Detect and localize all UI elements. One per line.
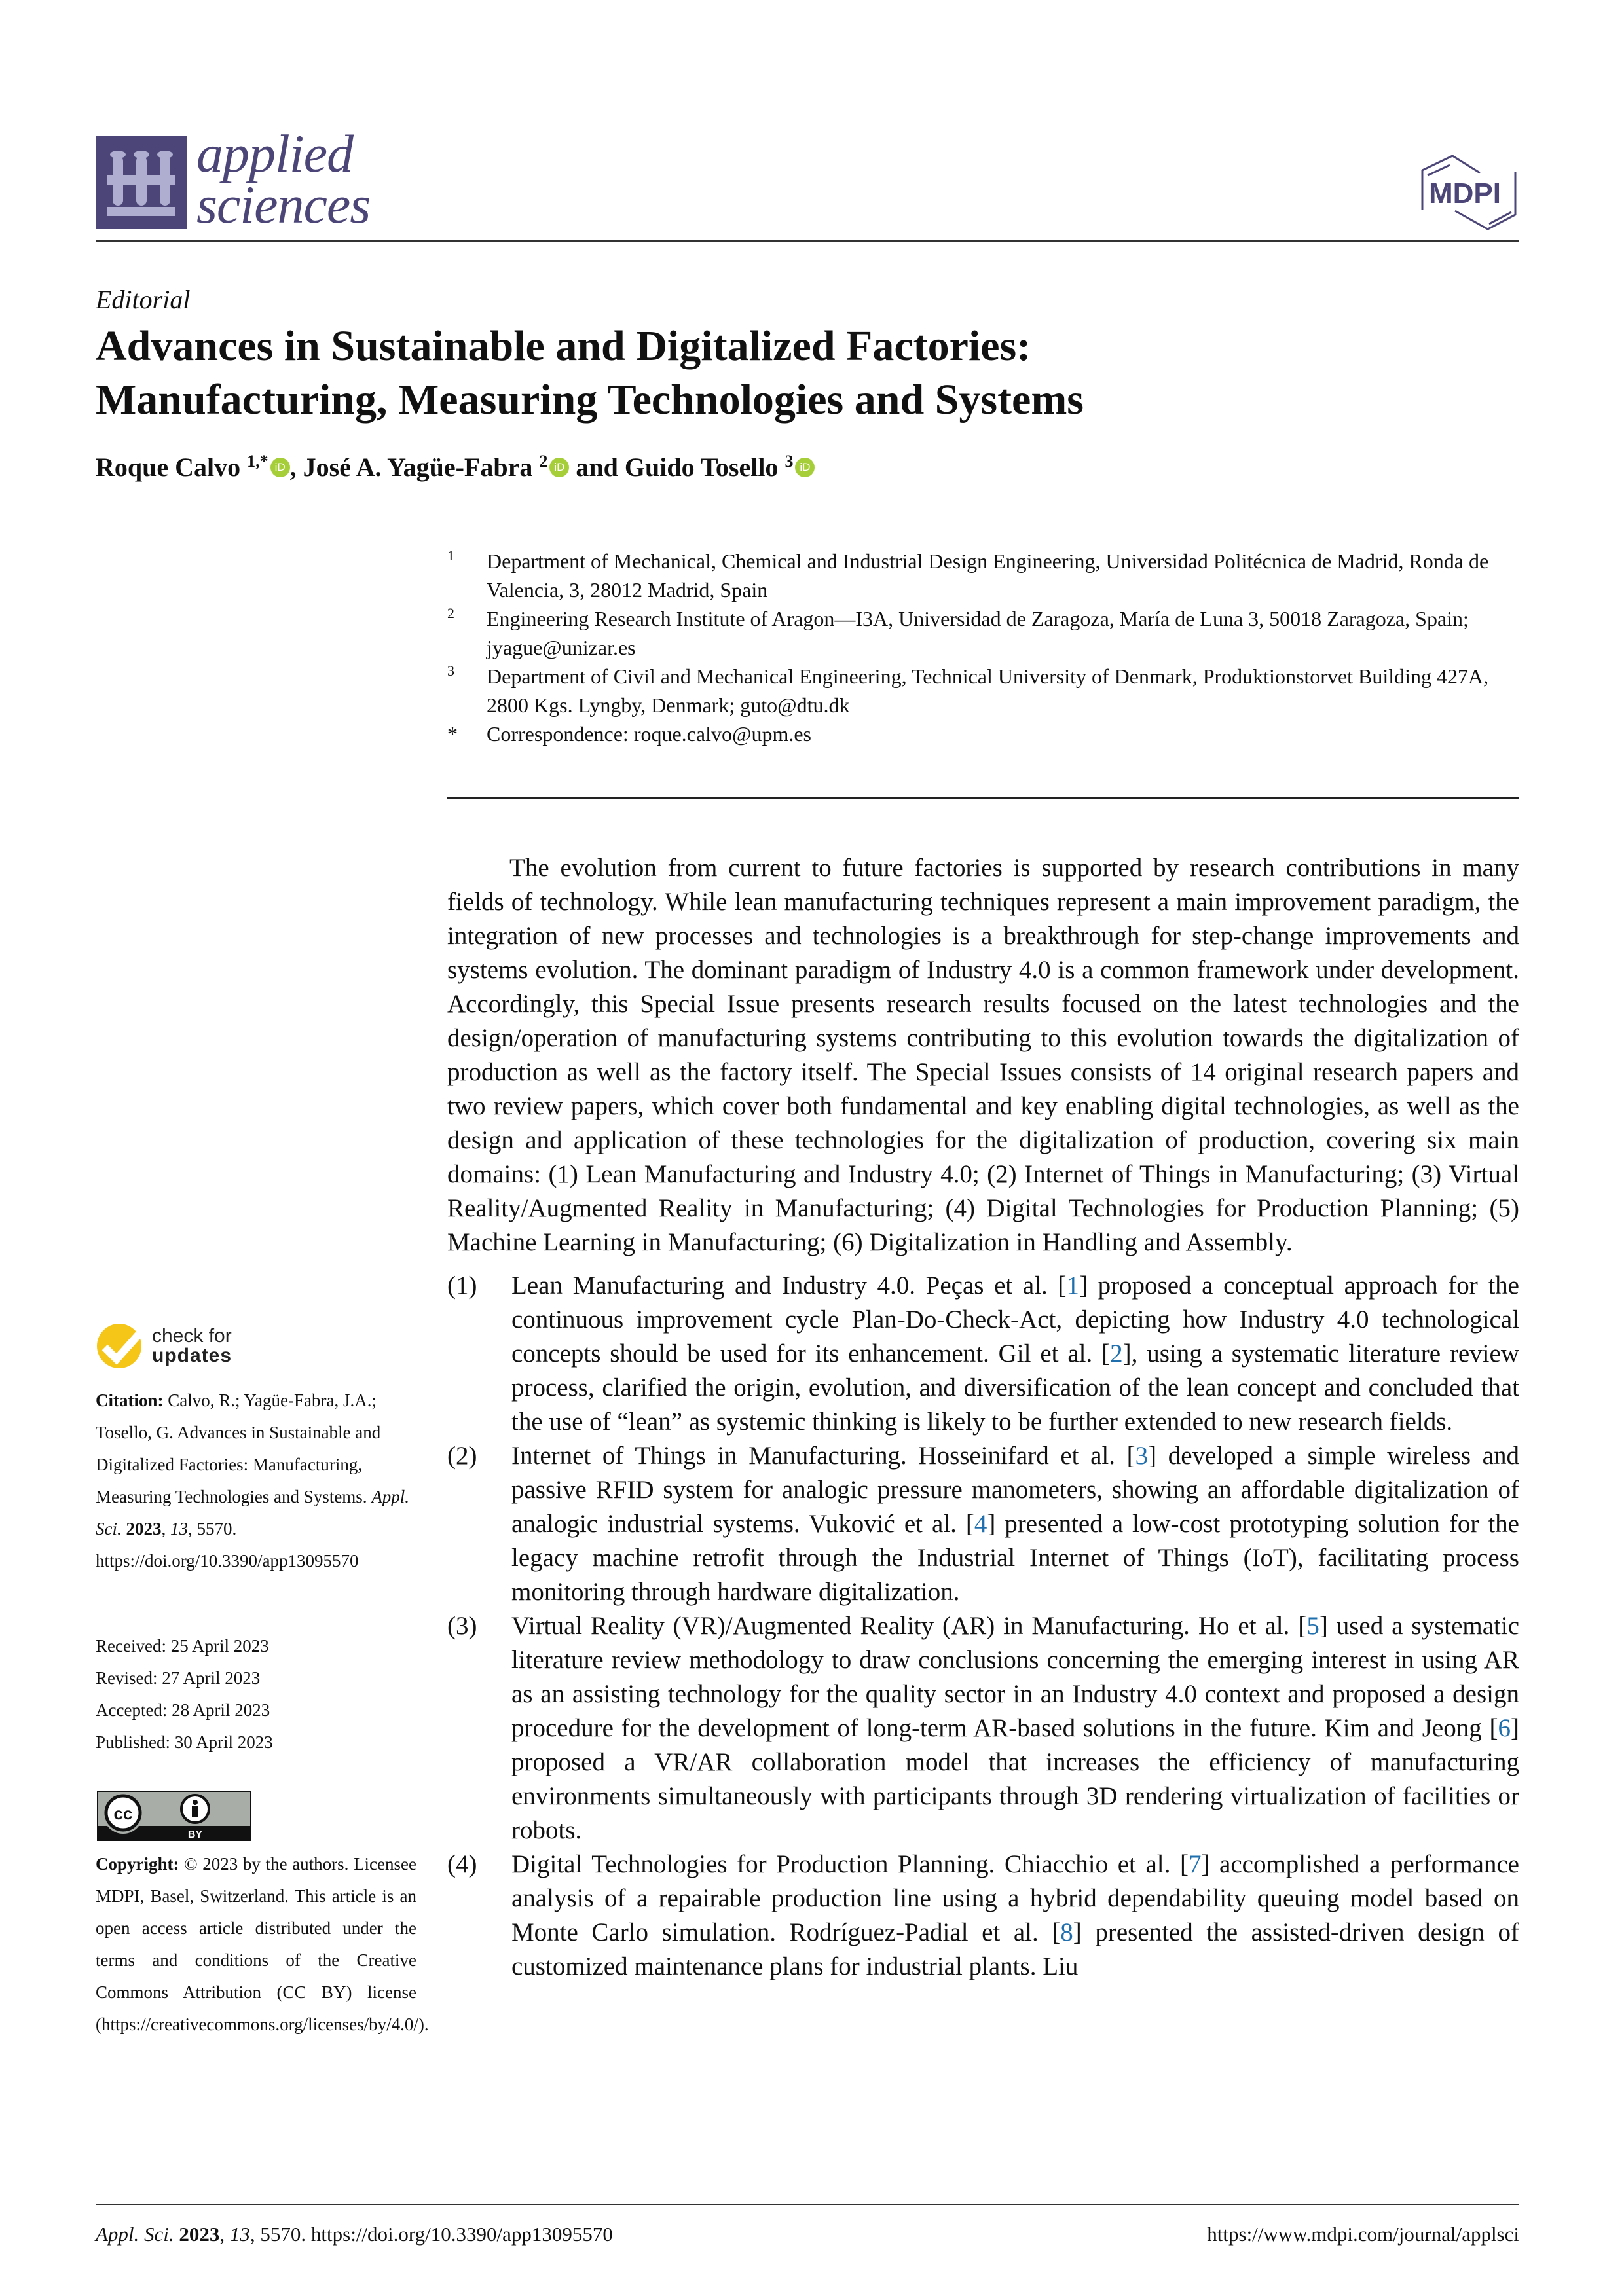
citation-year: 2023 (126, 1519, 162, 1539)
check-updates-line1: check for (152, 1325, 232, 1347)
affiliation-item (447, 547, 1521, 604)
affiliation-mark: 2 (447, 605, 454, 621)
footer-citation: Appl. Sci. 2023, 13, 5570. https://doi.org/10.3390/app13095570 (96, 2223, 613, 2246)
checkmark-icon (96, 1322, 143, 1370)
date-received: Received: 25 April 2023 (96, 1636, 269, 1656)
check-updates-label (152, 1326, 232, 1366)
affiliation-divider (447, 797, 1519, 799)
list-number: (4) (447, 1850, 477, 1878)
footer-volume: 13 (229, 2223, 250, 2246)
correspondence-item (447, 720, 1521, 748)
publication-dates (96, 1630, 416, 1758)
reference-link[interactable]: 4 (974, 1510, 987, 1538)
journal-name-line1: applied (196, 124, 353, 183)
reference-link[interactable]: 6 (1498, 1714, 1511, 1742)
list-item (447, 1609, 1519, 1848)
list-text: ] proposed a VR/AR collaboration model that increases the efficiency of manufacturing environments simultaneously with participants through 3D rendering virtualization of facilities or robots. (511, 1714, 1519, 1844)
intro-paragraph: The evolution from current to future factories is supported by research contributions in many fields of technology. While lean manufacturing techniques represent a main improvement paradigm, the integration of new processes and technologies is a breakthrough for step-change improvements and systems evolution. The dominant paradigm of Industry 4.0 is a common framework under development. Accordingly, this Special Issue presents research results focused on the latest technologies and the design/operation of manufacturing systems contributing to this evolution towards the digitalization of production as well as the factory itself. The Special Issues consists of 14 original research papers and two review papers, which cover both fundamental and key enabling digital technologies, as well as the design and application of these technologies for the digitalization of production, covering six main domains: (1) Lean Manufacturing and Industry 4.0; (2) Internet of Things in Manufacturing; (3) Virtual Reality/Augmented Reality in Manufacturing; (4) Digital Technologies for Production Planning; (5) Machine Learning in Manufacturing; (6) Digitalization in Handling and Assembly. (447, 854, 1519, 1256)
list-item (447, 1848, 1519, 1984)
affiliation-text: Department of Civil and Mechanical Engineering, Technical University of Denmark, Produktionstorvet Building 427A, 2800 Kgs. Lyngby, Denmark; guto@dtu.dk (487, 665, 1489, 717)
affiliation-text: Engineering Research Institute of Aragon—I3A, Universidad de Zaragoza, María de Luna 3, 50018 Zaragoza, Spain; jyague@unizar.es (487, 607, 1469, 659)
article-body (447, 851, 1519, 1984)
footer-journal-url[interactable]: https://www.mdpi.com/journal/applsci (1207, 2223, 1519, 2246)
affiliation-text: Department of Mechanical, Chemical and Industrial Design Engineering, Universidad Politécnica de Madrid, Ronda de Valencia, 3, 28012 Madrid, Spain (487, 549, 1489, 602)
list-number: (3) (447, 1612, 477, 1640)
title-line-2: Manufacturing, Measuring Technologies and Systems (96, 376, 1084, 424)
author-name: Roque Calvo (96, 452, 241, 482)
affiliation-item (447, 604, 1521, 662)
citation-doi-link[interactable]: , 5570. https://doi.org/10.3390/app13095570 (96, 1519, 359, 1571)
reference-link[interactable]: 5 (1306, 1612, 1320, 1640)
copyright-label: Copyright: (96, 1854, 179, 1874)
list-text: ], using a systematic literature review process, clarified the origin, evolution, and diversification of the lean concept and concluded that the use of “lean” as systemic thinking is likely to be further extended to new research fields. (511, 1339, 1519, 1436)
footer-doi-link[interactable]: , 5570. https://doi.org/10.3390/app13095570 (249, 2223, 613, 2246)
footer-year: 2023 (179, 2223, 220, 2246)
citation-volume: 13 (170, 1519, 188, 1539)
reference-link[interactable]: 8 (1060, 1918, 1073, 1946)
footer-journal: Appl. Sci. (96, 2223, 174, 2246)
svg-text:MDPI: MDPI (1429, 177, 1501, 210)
domain-list (447, 1269, 1519, 1984)
reference-link[interactable]: 3 (1135, 1442, 1149, 1470)
list-text: ] used a systematic literature review methodology to draw conclusions concerning the emerging interest in using AR as an assisting technology for the quality sector in an Industry 4.0 context and proposed a design procedure for the development of long-term AR-based solutions in the future. Kim and Jeong [ (511, 1612, 1520, 1742)
list-text: Lean Manufacturing and Industry 4.0. Peças et al. [ (511, 1271, 1067, 1300)
list-item (447, 1269, 1519, 1439)
citation-block: Citation: Calvo, R.; Yagüe-Fabra, J.A.; Tosello, G. Advances in Sustainable and Digitalized Factories: Manufacturing, Measuring Technologies and Systems. Appl. Sci. 2023, 13, 5570. https://doi.org/10.3390/app13095570 (96, 1391, 410, 1571)
check-updates-line2: updates (152, 1345, 232, 1366)
list-text: Internet of Things in Manufacturing. Hosseinifard et al. [ (511, 1442, 1135, 1470)
mdpi-logo (1408, 152, 1526, 230)
author-list (96, 452, 815, 483)
list-text: Digital Technologies for Production Planning. Chiacchio et al. [ (511, 1850, 1189, 1878)
date-revised: Revised: 27 April 2023 (96, 1668, 261, 1688)
affiliation-item (447, 662, 1521, 720)
author-separator: and (569, 452, 625, 482)
author-affiliation-mark: 2 (539, 452, 548, 471)
orcid-icon[interactable]: iD (795, 458, 815, 477)
author-name: José A. Yagüe-Fabra (303, 452, 533, 482)
list-item (447, 1439, 1519, 1609)
affiliation-mark: * (447, 722, 458, 746)
reference-link[interactable]: 2 (1110, 1339, 1123, 1368)
article-title (96, 319, 1519, 427)
copyright-text: © 2023 by the authors. Licensee MDPI, Basel, Switzerland. This article is an open access article distributed under the terms and conditions of the Creative Commons Attribution (CC BY) license (https://creativecommons.org/licenses/by/4.0/). (96, 1854, 429, 2034)
correspondence-text: Correspondence: roque.calvo@upm.es (487, 722, 811, 746)
orcid-icon[interactable]: iD (549, 458, 569, 477)
journal-name-line2: sciences (196, 175, 371, 234)
list-text: ] presented a low-cost prototyping solution for the legacy machine retrofit through the Industrial Internet of Things (IoT), facilitating process monitoring through hardware digitalization. (511, 1510, 1519, 1606)
author-affiliation-mark: 3 (784, 452, 794, 471)
reference-link[interactable]: 1 (1066, 1271, 1079, 1300)
list-text: ] proposed a conceptual approach for the continuous improvement cycle Plan-Do-Check-Act, depicting how Industry 4.0 technological concepts should be used for its enhancement. Gil et al. [ (511, 1271, 1519, 1368)
list-text: ] presented the assisted-driven design of customized maintenance plans for industrial plants. Liu (511, 1918, 1519, 1980)
date-published: Published: 30 April 2023 (96, 1732, 273, 1752)
date-accepted: Accepted: 28 April 2023 (96, 1700, 270, 1720)
journal-logo (96, 136, 187, 229)
svg-text:cc: cc (113, 1804, 133, 1823)
test-tubes-icon (96, 136, 187, 229)
author-separator: , (289, 452, 303, 482)
footer-divider (96, 2204, 1519, 2205)
copyright-block (96, 1848, 429, 2041)
list-number: (1) (447, 1271, 477, 1300)
header-divider (96, 240, 1519, 242)
list-text: ] developed a simple wireless and passive RFID system for analogic pressure manometers, showing an affordable digitalization of analogic industrial systems. Vuković et al. [ (511, 1442, 1519, 1538)
svg-text:BY: BY (187, 1829, 203, 1840)
citation-journal: Appl. Sci. (96, 1487, 410, 1539)
affiliation-mark: 1 (447, 547, 454, 564)
citation-label: Citation: (96, 1391, 164, 1410)
title-line-1: Advances in Sustainable and Digitalized Factories: (96, 322, 1031, 370)
article-type: Editorial (96, 285, 191, 314)
list-number: (2) (447, 1442, 477, 1470)
author-affiliation-mark: 1,* (247, 452, 268, 471)
check-for-updates-button[interactable] (96, 1322, 232, 1370)
list-text: Virtual Reality (VR)/Augmented Reality (AR) in Manufacturing. Ho et al. [ (511, 1612, 1307, 1640)
cc-by-license-icon[interactable] (97, 1791, 251, 1841)
affiliations (447, 547, 1521, 748)
orcid-icon[interactable]: iD (270, 458, 290, 477)
reference-link[interactable]: 7 (1188, 1850, 1202, 1878)
list-text: ] accomplished a performance analysis of a repairable production line using a hybrid dependability queuing model based on Monte Carlo simulation. Rodríguez-Padial et al. [ (511, 1850, 1519, 1946)
affiliation-mark: 3 (447, 663, 454, 679)
journal-name (196, 124, 371, 234)
citation-text: Calvo, R.; Yagüe-Fabra, J.A.; Tosello, G. Advances in Sustainable and Digitalized Factories: Manufacturing, Measuring Technologies and Systems. (96, 1391, 381, 1506)
author-name: Guido Tosello (624, 452, 779, 482)
